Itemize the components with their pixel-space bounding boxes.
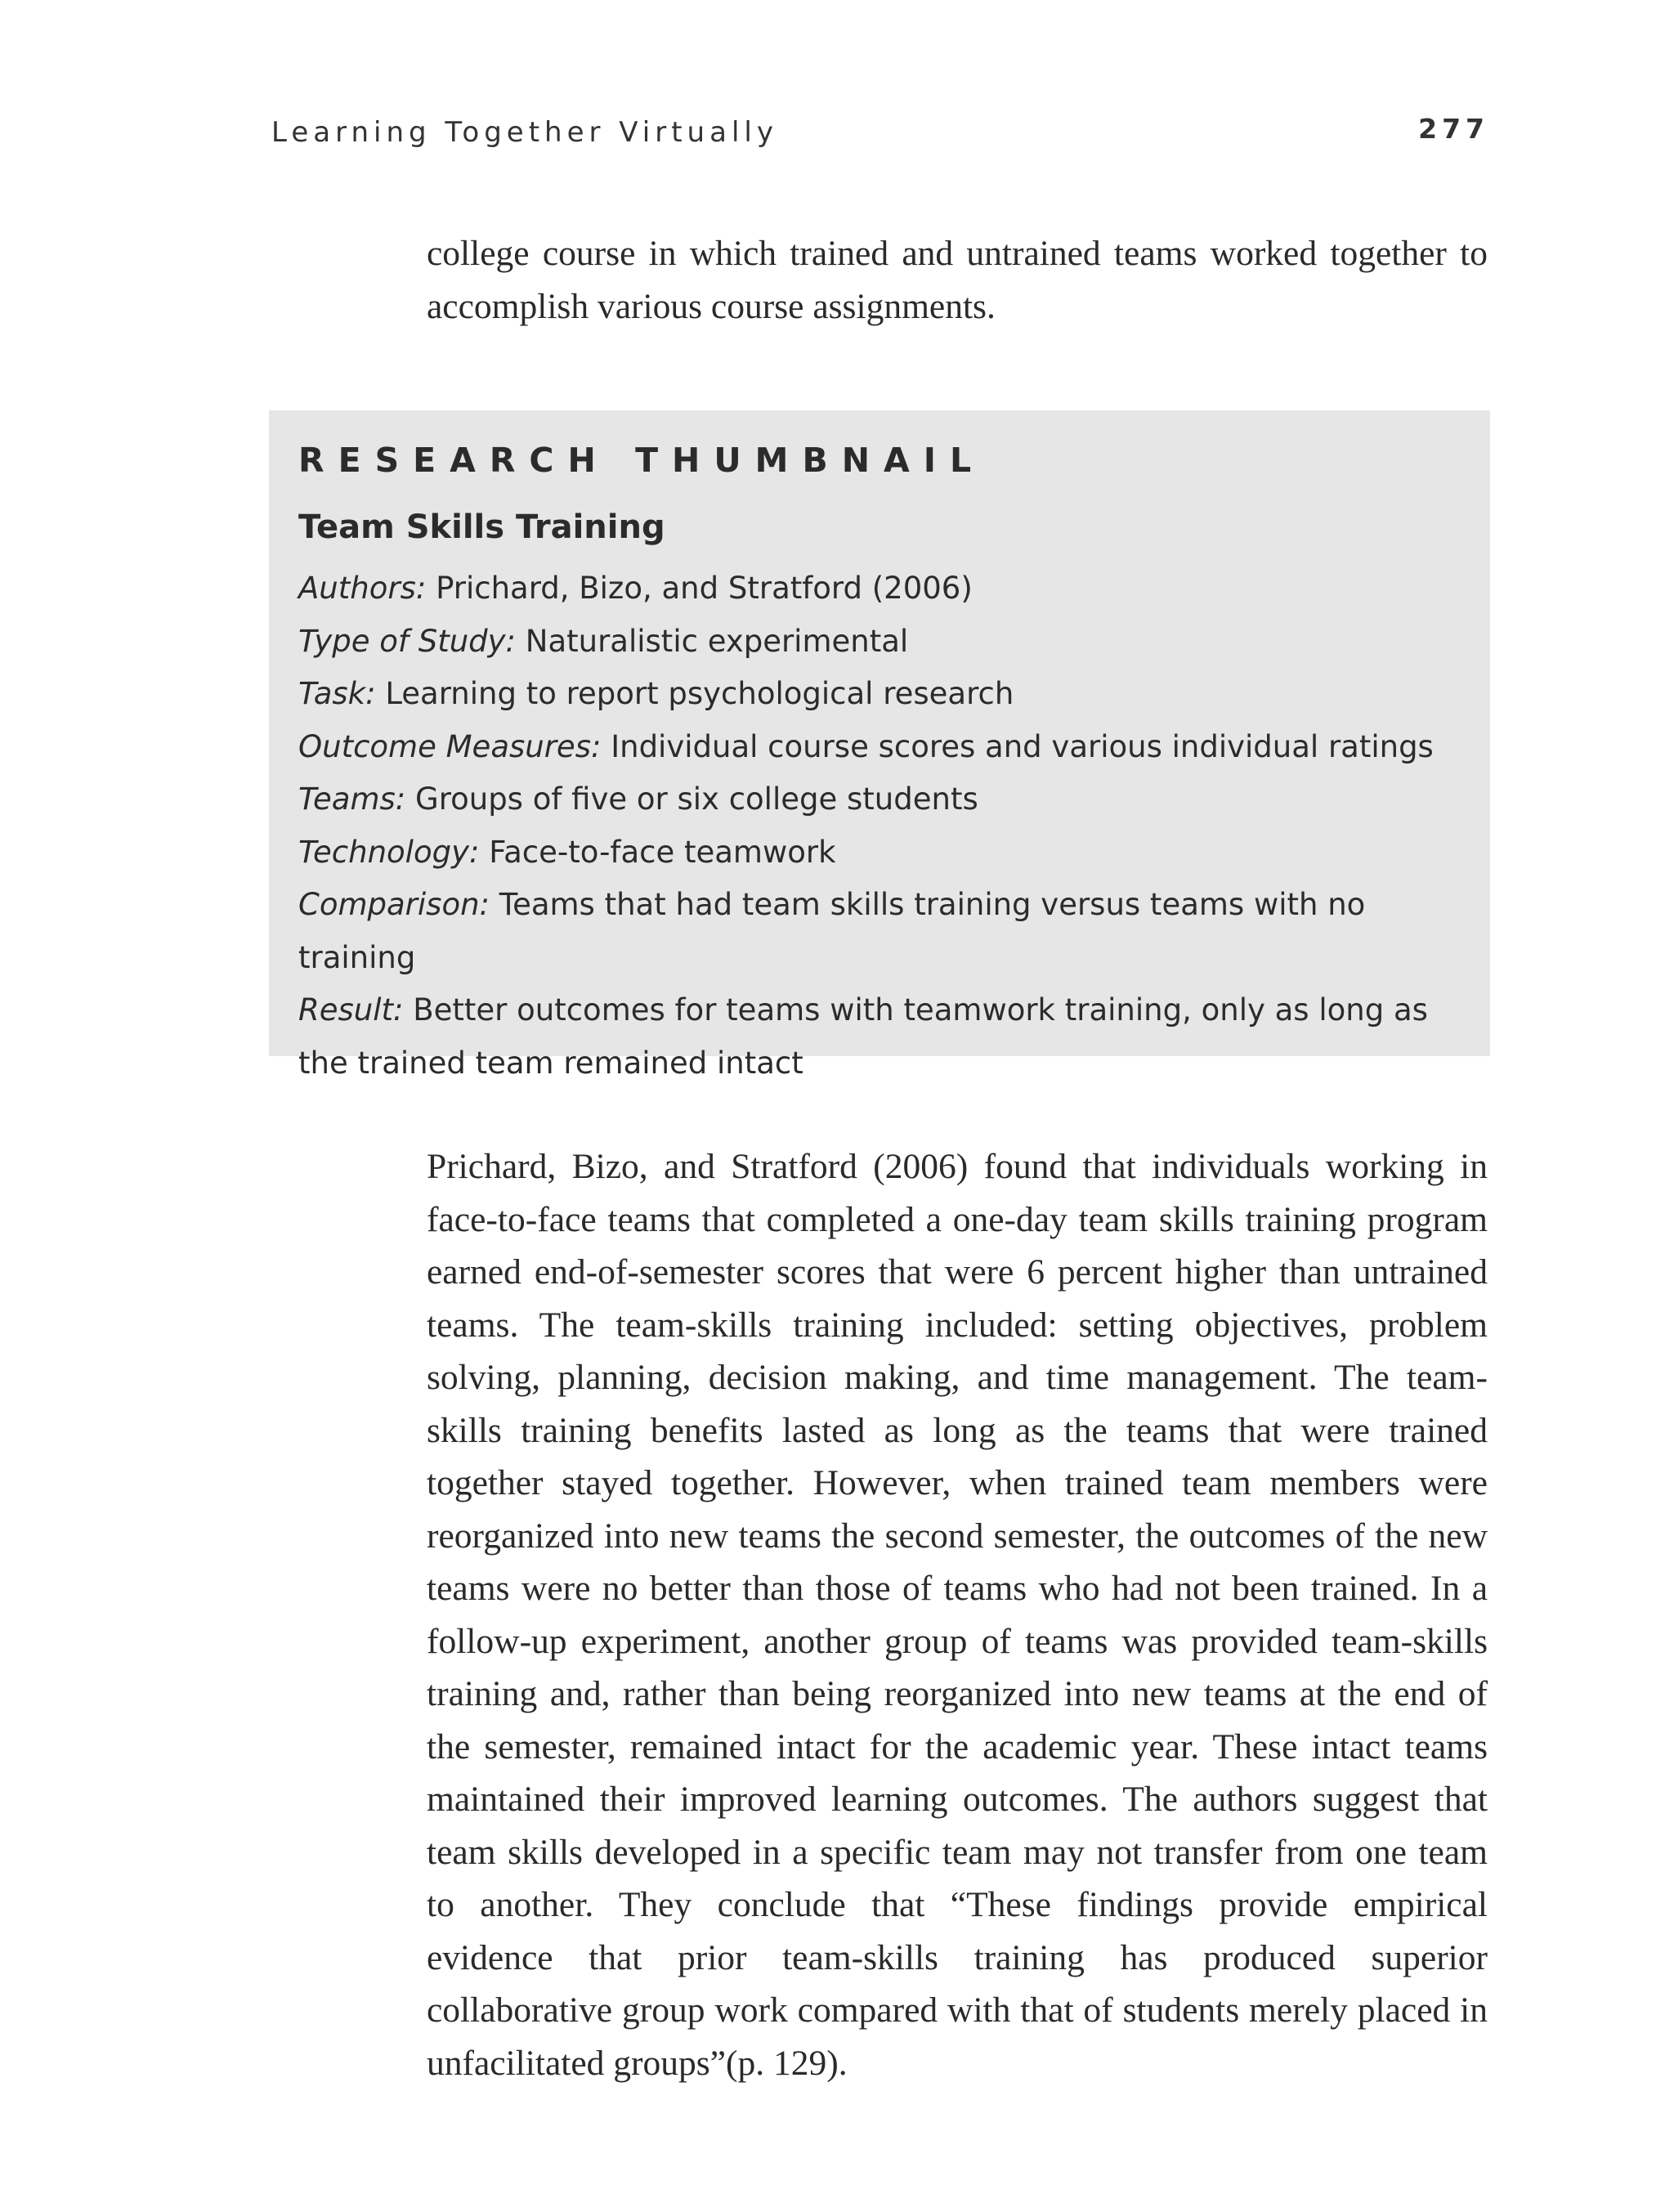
field-value: Learning to report psychological research <box>385 676 1014 711</box>
thumbnail-row-teams <box>298 773 1461 826</box>
thumbnail-title: Team Skills Training <box>298 508 665 546</box>
field-label: Result: <box>298 992 404 1028</box>
thumbnail-row-result <box>298 984 1461 1090</box>
field-label: Teams: <box>298 781 406 817</box>
running-head: Learning Together Virtually <box>271 116 778 149</box>
field-label: Comparison: <box>298 887 490 922</box>
thumbnail-row-authors <box>298 562 1461 616</box>
field-value: Better outcomes for teams with teamwork training, only as long as the trained team remained intact <box>298 992 1428 1081</box>
field-label: Task: <box>298 676 376 711</box>
research-thumbnail-box <box>269 410 1490 1081</box>
thumbnail-row-outcome-measures <box>298 721 1461 774</box>
field-label: Technology: <box>298 834 480 870</box>
field-value: Prichard, Bizo, and Stratford (2006) <box>436 571 973 606</box>
thumbnail-row-comparison <box>298 879 1461 984</box>
thumbnail-row-technology <box>298 826 1461 880</box>
field-value: Teams that had team skills training versus teams with no training <box>298 887 1366 975</box>
field-value: Face-to-face teamwork <box>489 834 836 870</box>
field-label: Outcome Measures: <box>298 728 602 764</box>
field-value: Groups of five or six college students <box>415 781 978 817</box>
field-label: Type of Study: <box>298 623 517 659</box>
thumbnail-row-task <box>298 668 1461 721</box>
thumbnail-row-type-of-study <box>298 616 1461 669</box>
main-paragraph: Prichard, Bizo, and Stratford (2006) found that individuals working in face-to-face teams that completed a one-day team skills training program earned end-of-semester scores that were 6 percent higher than untrained teams. The team-skills training included: setting objectives, problem solving, planning, decision making, and time management. The team-skills training benefits lasted as long as the teams that were trained together stayed together. However, when trained team members were reorganized into new teams the second semester, the outcomes of the new teams were no better than those of teams who had not been trained. In a follow-up experiment, another group of teams was provided team-skills training and, rather than being reorganized into new teams at the end of the semester, remained intact for the academic year. These intact teams maintained their improved learning outcomes. The authors suggest that team skills developed in a specific team may not transfer from one team to another. They conclude that “These findings provide empirical evidence that prior team-skills training has produced superior collaborative group work compared with that of students merely placed in unfacilitated groups”(p. 129). <box>427 1147 1488 2083</box>
intro-paragraph: college course in which trained and untrained teams worked together to accomplish various course assignments. <box>427 234 1488 326</box>
field-value: Individual course scores and various individual ratings <box>611 728 1434 764</box>
field-label: Authors: <box>298 571 427 606</box>
thumbnail-label: RESEARCH THUMBNAIL <box>298 441 986 480</box>
page-number: 277 <box>1418 113 1489 145</box>
field-value: Naturalistic experimental <box>525 623 909 659</box>
